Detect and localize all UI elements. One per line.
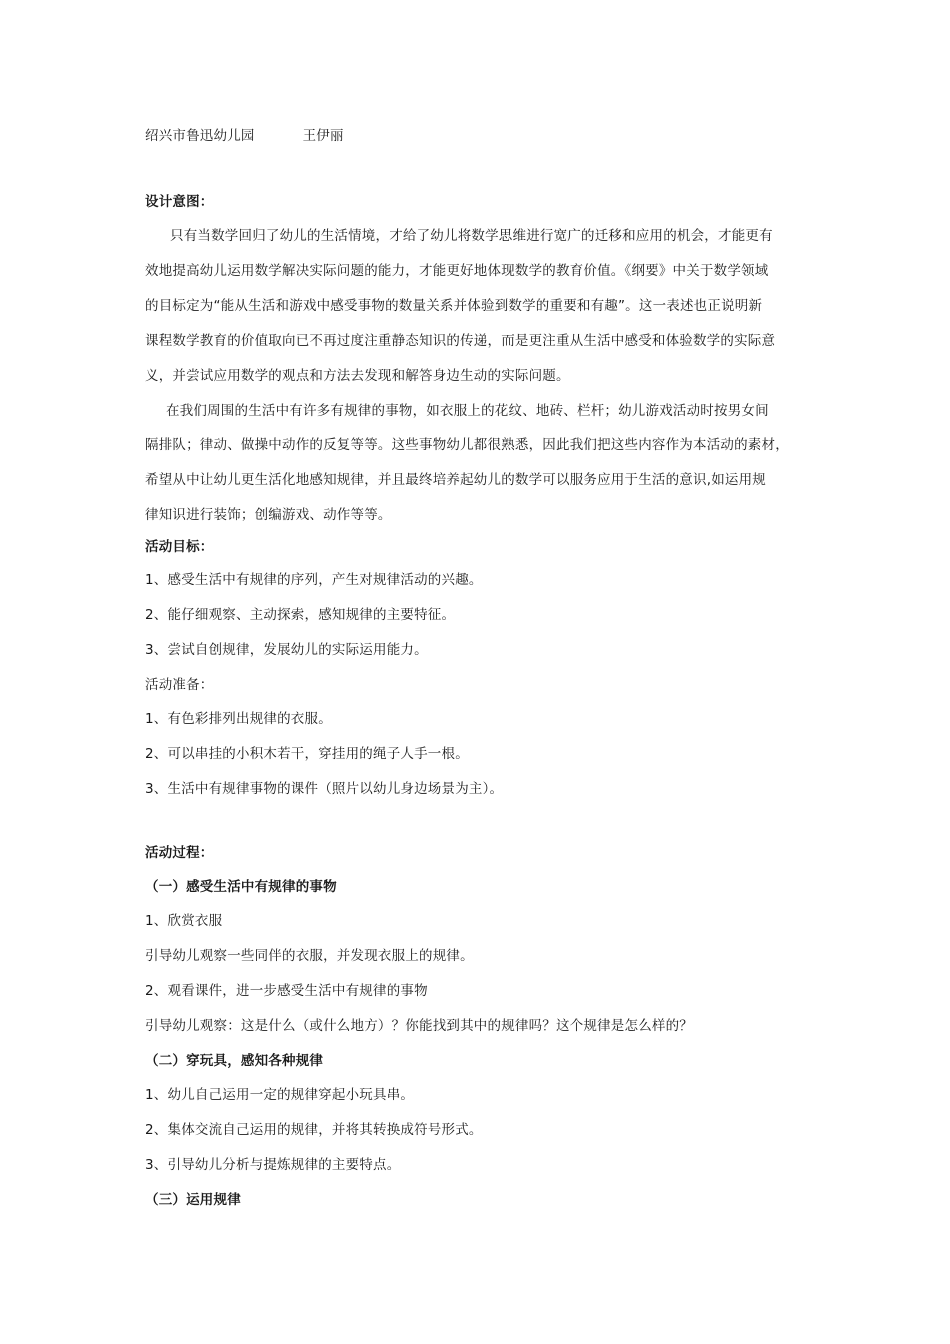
prep-item-3: 3、生活中有规律事物的课件（照片以幼儿身边场景为主）。: [145, 781, 504, 797]
process-heading: 活动过程：: [145, 845, 214, 861]
design-intent-para1-line5: 义，并尝试应用数学的观点和方法去发现和解答身边生动的实际问题。: [145, 368, 570, 384]
process-section2-line1: 1、幼儿自己运用一定的规律穿起小玩具串。: [145, 1087, 415, 1103]
design-intent-para1-line2: 效地提高幼儿运用数学解决实际问题的能力，才能更好地体现数学的教育价值。《纲要》中关于数学领域: [145, 263, 769, 279]
process-section3-title: （三）运用规律: [145, 1192, 241, 1208]
process-section1-line4: 引导幼儿观察：这是什么（或什么地方）？你能找到其中的规律吗？这个规律是怎么样的？: [145, 1018, 693, 1034]
design-intent-heading: 设计意图：: [145, 194, 214, 210]
process-section2-title: （二）穿玩具，感知各种规律: [145, 1053, 324, 1069]
school-name: 绍兴市鲁迅幼儿园: [145, 128, 255, 144]
process-section2-line2: 2、集体交流自己运用的规律，并将其转换成符号形式。: [145, 1122, 483, 1138]
prep-heading: 活动准备：: [145, 677, 214, 693]
design-intent-para2-line1: 在我们周围的生活中有许多有规律的事物，如衣服上的花纹、地砖、栏杆；幼儿游戏活动时按男女间: [166, 403, 769, 419]
design-intent-para2-line3: 希望从中让幼儿更生活化地感知规律，并且最终培养起幼儿的数学可以服务应用于生活的意识,如运用规: [145, 472, 766, 488]
process-section2-line3: 3、引导幼儿分析与提炼规律的主要特点。: [145, 1157, 401, 1173]
process-section1-line3: 2、观看课件，进一步感受生活中有规律的事物: [145, 983, 428, 999]
goal-item-3: 3、尝试自创规律，发展幼儿的实际运用能力。: [145, 642, 428, 658]
design-intent-para1-line3: 的目标定为“能从生活和游戏中感受事物的数量关系并体验到数学的重要和有趣”。这一表述也正说明新: [145, 298, 763, 314]
process-section1-line2: 引导幼儿观察一些同伴的衣服，并发现衣服上的规律。: [145, 948, 474, 964]
author-name: 王伊丽: [302, 128, 344, 144]
design-intent-para1-line1: 只有当数学回归了幼儿的生活情境，才给了幼儿将数学思维进行宽广的迁移和应用的机会，才能更有: [170, 228, 773, 244]
prep-item-1: 1、有色彩排列出规律的衣服。: [145, 711, 332, 727]
goals-heading: 活动目标：: [145, 539, 214, 555]
byline: [145, 126, 344, 146]
design-intent-para2-line2: 隔排队；律动、做操中动作的反复等等。这些事物幼儿都很熟悉，因此我们把这些内容作为本活动的素材，: [145, 437, 789, 453]
prep-item-2: 2、可以串挂的小积木若干，穿挂用的绳子人手一根。: [145, 746, 469, 762]
goal-item-2: 2、能仔细观察、主动探索，感知规律的主要特征。: [145, 607, 456, 623]
design-intent-para2-line4: 律知识进行装饰；创编游戏、动作等等。: [145, 507, 392, 523]
process-section1-title: （一）感受生活中有规律的事物: [145, 879, 337, 895]
design-intent-para1-line4: 课程数学教育的价值取向已不再过度注重静态知识的传递，而是更注重从生活中感受和体验数学的实际意: [145, 333, 776, 349]
process-section1-line1: 1、欣赏衣服: [145, 913, 223, 929]
goal-item-1: 1、感受生活中有规律的序列，产生对规律活动的兴趣。: [145, 572, 483, 588]
